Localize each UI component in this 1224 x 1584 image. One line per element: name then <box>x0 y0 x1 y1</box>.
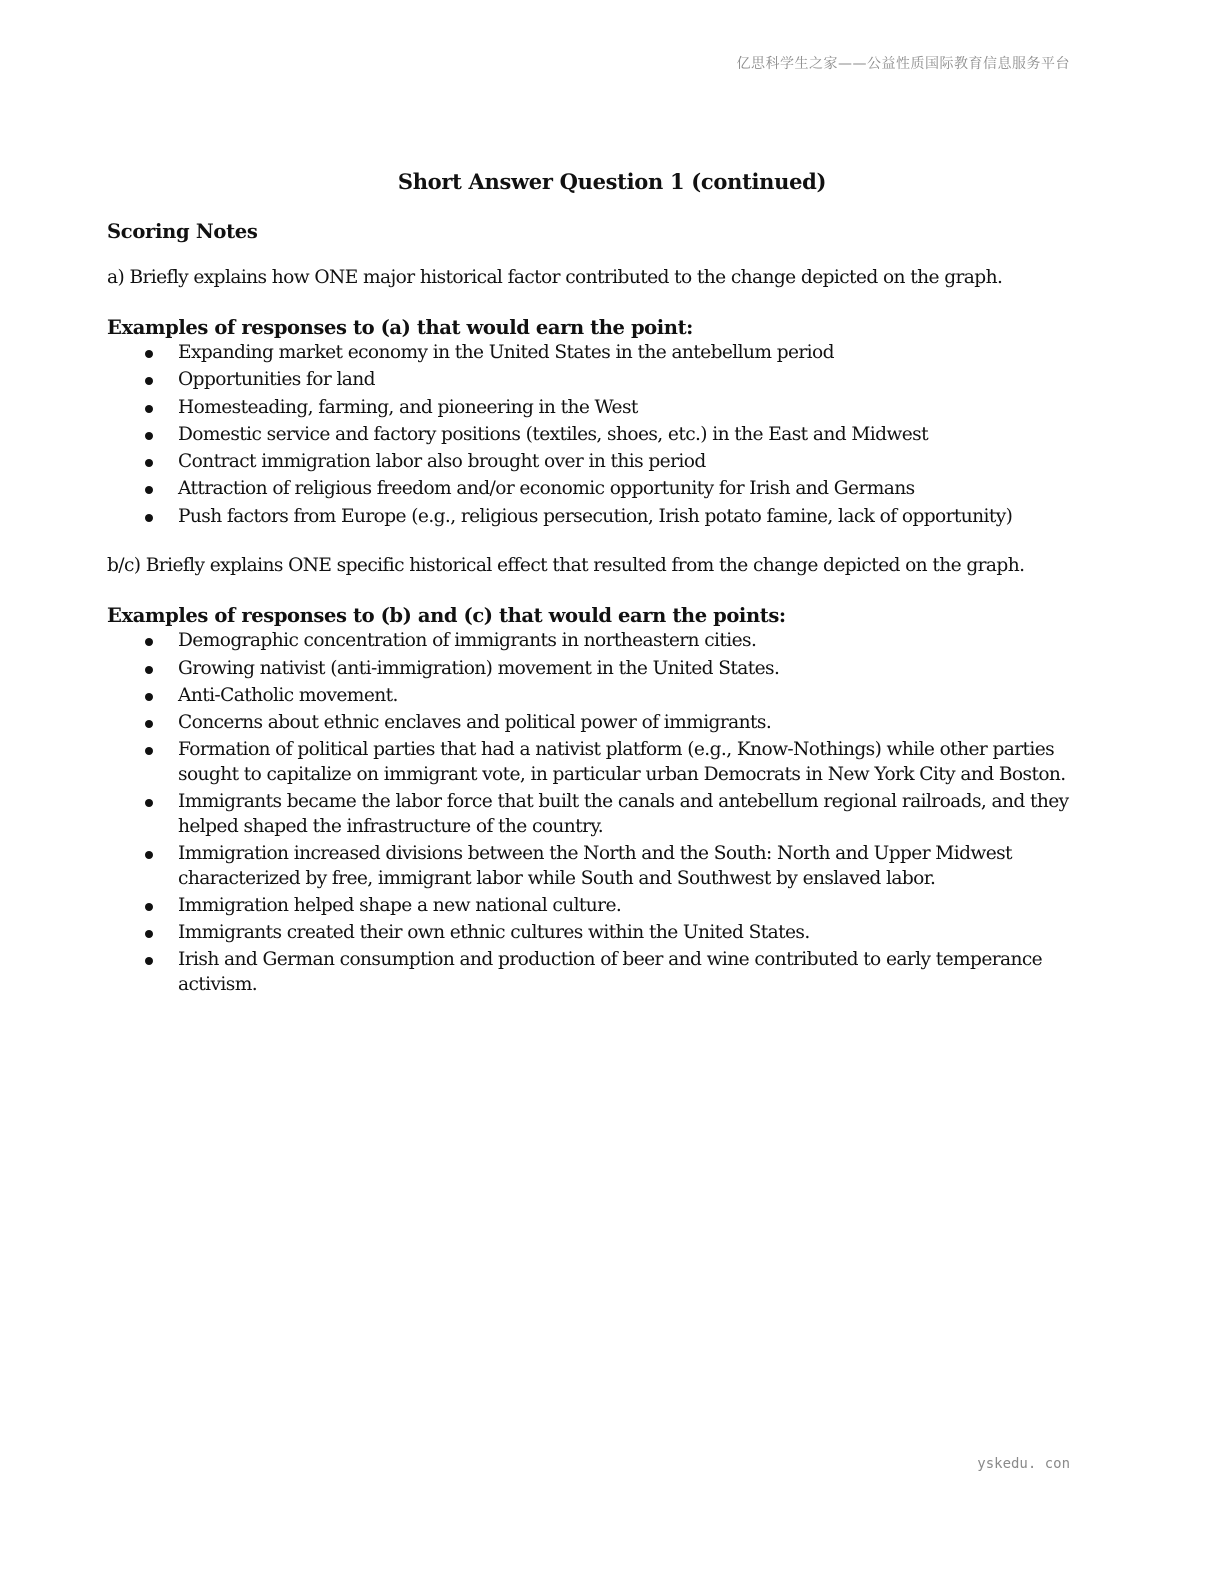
list-item <box>107 711 1117 736</box>
list-item <box>107 921 1117 946</box>
bullet-icon <box>145 459 153 467</box>
bullet-icon <box>145 903 153 911</box>
part-bc-examples-heading: Examples of responses to (b) and (c) that would earn the points: <box>107 604 786 628</box>
list-item <box>107 450 1117 475</box>
bullet-icon <box>145 957 153 965</box>
list-item-text: Demographic concentration of immigrants in northeastern cities. <box>178 630 757 652</box>
list-item <box>107 842 1117 891</box>
part-a-prompt: a) Briefly explains how ONE major historical factor contributed to the change depicted on the graph. <box>107 267 1003 288</box>
list-item <box>107 477 1117 502</box>
list-item <box>107 948 1117 997</box>
list-item <box>107 396 1117 421</box>
list-item <box>107 423 1117 448</box>
list-item <box>107 629 1117 654</box>
bullet-icon <box>145 514 153 522</box>
list-item-text: Anti-Catholic movement. <box>178 684 398 706</box>
list-item <box>107 505 1117 530</box>
list-item-text: Concerns about ethnic enclaves and political power of immigrants. <box>178 712 772 734</box>
list-item <box>107 341 1117 366</box>
part-bc-examples-list <box>107 629 1117 997</box>
scoring-notes-heading: Scoring Notes <box>107 220 258 243</box>
footer-watermark: yskedu. con <box>977 1456 1070 1472</box>
bullet-icon <box>145 638 153 646</box>
list-item-text: Homesteading, farming, and pioneering in the West <box>178 396 638 418</box>
bullet-icon <box>145 720 153 728</box>
list-item-text: Expanding market economy in the United States in the antebellum period <box>178 342 834 363</box>
list-item-text: Immigration increased divisions between the North and the South: North and Upper Midwest characterized by free, immigrant labor while South and Southwest by enslaved labor. <box>178 843 1012 889</box>
part-bc-prompt: b/c) Briefly explains ONE specific historical effect that resulted from the change depicted on the graph. <box>107 555 1025 577</box>
header-watermark: 亿思科学生之家——公益性质国际教育信息服务平台 <box>736 56 1070 72</box>
bullet-icon <box>145 747 153 755</box>
list-item-text: Contract immigration labor also brought over in this period <box>178 451 706 473</box>
bullet-icon <box>145 851 153 859</box>
list-item <box>107 657 1117 682</box>
list-item <box>107 368 1117 393</box>
part-a-examples-list <box>107 341 1117 529</box>
list-item-text: Irish and German consumption and production of beer and wine contributed to early temperance activism. <box>178 949 1043 995</box>
document-body <box>107 169 1117 1021</box>
list-item <box>107 684 1117 709</box>
page-title: Short Answer Question 1 (continued) <box>397 169 827 194</box>
bullet-icon <box>145 432 153 440</box>
part-a-examples-heading: Examples of responses to (a) that would earn the point: <box>107 316 693 339</box>
bullet-icon <box>145 405 153 413</box>
list-item-text: Formation of political parties that had a nativist platform (e.g., Know-Nothings) while other parties sought to capitalize on immigrant vote, in particular urban Democrats in New York City and Boston. <box>178 739 1066 785</box>
list-item-text: Opportunities for land <box>178 369 375 391</box>
list-item <box>107 738 1117 787</box>
bullet-icon <box>145 930 153 938</box>
bullet-icon <box>145 666 153 674</box>
bullet-icon <box>145 693 153 701</box>
list-item-text: Domestic service and factory positions (textiles, shoes, etc.) in the East and Midwest <box>178 423 928 445</box>
bullet-icon <box>145 486 153 494</box>
bullet-icon <box>145 377 153 385</box>
list-item-text: Immigrants created their own ethnic cultures within the United States. <box>178 922 810 944</box>
list-item-text: Immigrants became the labor force that built the canals and antebellum regional railroads, and they helped shaped the infrastructure of the country. <box>178 791 1069 837</box>
bullet-icon <box>145 350 153 358</box>
list-item-text: Push factors from Europe (e.g., religious persecution, Irish potato famine, lack of opportunity) <box>178 505 1013 527</box>
list-item <box>107 894 1117 919</box>
list-item-text: Growing nativist (anti-immigration) movement in the United States. <box>178 657 780 679</box>
list-item-text: Immigration helped shape a new national culture. <box>178 894 622 916</box>
bullet-icon <box>145 799 153 807</box>
list-item-text: Attraction of religious freedom and/or economic opportunity for Irish and Germans <box>178 478 915 500</box>
list-item <box>107 790 1117 839</box>
